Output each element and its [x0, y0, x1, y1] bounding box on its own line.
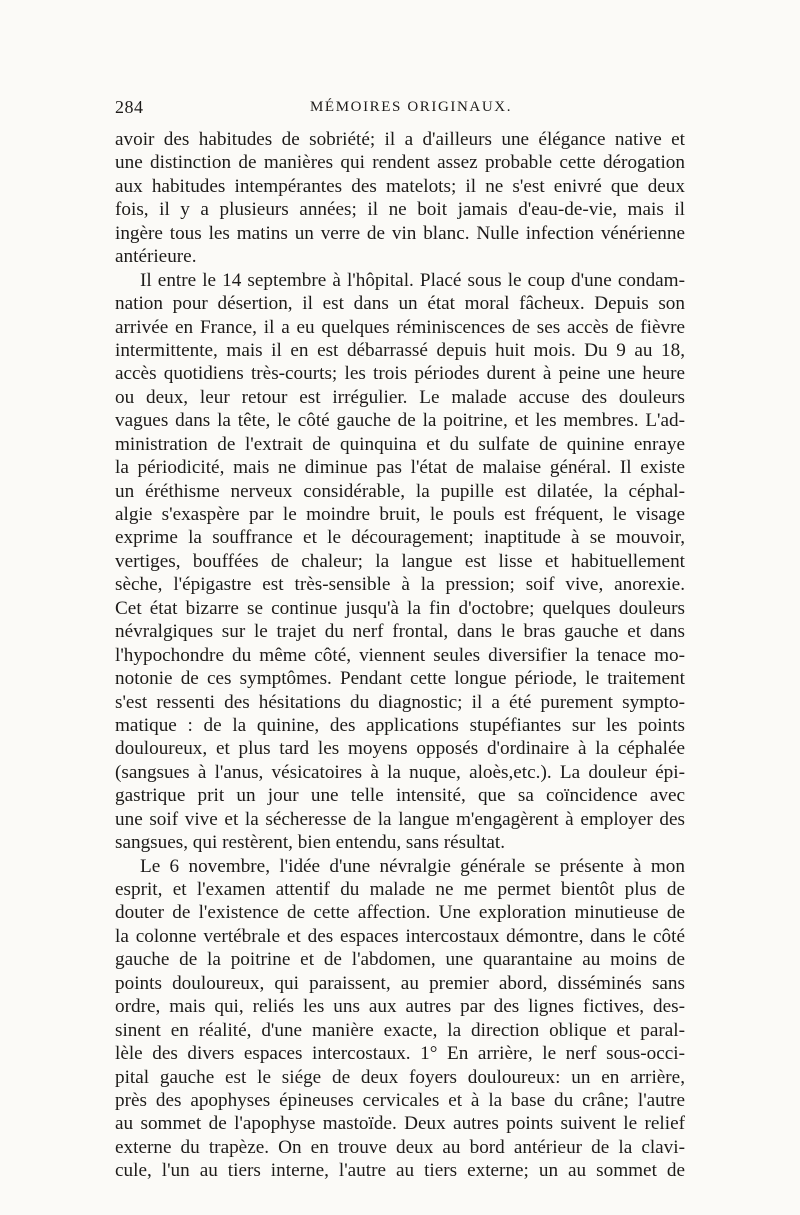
running-title: MÉMOIRES ORIGINAUX. [310, 99, 513, 115]
text-line: (sangsues à l'anus, vésicatoires à la nuque, aloès,etc.). La douleur épi- [115, 761, 685, 783]
text-line: ingère tous les matins un verre de vin blanc. Nulle infection vénérienne [115, 222, 685, 244]
text-line: douloureux, et plus tard les moyens opposés d'ordinaire à la céphalée [115, 738, 685, 760]
text-line: esprit, et l'examen attentif du malade ne me permet bientôt plus de [115, 879, 685, 900]
text-line: s'est ressenti des hésitations du diagnostic; il a été purement sympto- [115, 691, 685, 713]
text-line: points douloureux, qui paraissent, au premier abord, disséminés sans [115, 972, 685, 994]
text-line: fois, il y a plusieurs années; il ne boit jamais d'eau-de-vie, mais il [115, 199, 685, 221]
text-line: ordre, mais qui, reliés les uns aux autres par des lignes fictives, des- [115, 996, 685, 1018]
text-line: externe du trapèze. On en trouve deux au bord antérieur de la clavi- [115, 1136, 685, 1158]
text-line: sinent en réalité, d'une manière exacte, la direction oblique et paral- [115, 1019, 685, 1041]
text-line: algie s'exaspère par le moindre bruit, le pouls est fréquent, le visage [115, 504, 685, 525]
text-line: Il entre le 14 septembre à l'hôpital. Placé sous le coup d'une condam- [140, 269, 685, 291]
text-line: matique : de la quinine, des applications stupéfiantes sur les points [115, 714, 685, 736]
text-line: notonie de ces symptômes. Pendant cette longue période, le traitement [115, 668, 685, 690]
page-header [115, 97, 685, 127]
text-line: sangsues, qui restèrent, bien entendu, sans résultat. [115, 832, 506, 854]
text-line: gastrique prit un jour une telle intensité, que sa coïncidence avec [115, 785, 685, 807]
text-line: douter de l'existence de cette affection. Une exploration minutieuse de [115, 902, 685, 924]
text-line: aux habitudes intempérantes des matelots; il ne s'est enivré que deux [115, 175, 685, 197]
text-line: antérieure. [115, 246, 197, 268]
text-line: névralgiques sur le trajet du nerf frontal, dans le bras gauche et dans [115, 621, 685, 643]
body-text [115, 128, 685, 1183]
text-line: arrivée en France, il a eu quelques réminiscences de ses accès de fièvre [115, 316, 685, 338]
text-line: sèche, l'épigastre est très-sensible à la pression; soif vive, anorexie. [115, 574, 685, 596]
text-line: cule, l'un au tiers interne, l'autre au tiers externe; un au sommet de [115, 1160, 685, 1182]
text-line: intermittente, mais il en est débarrassé depuis huit mois. Du 9 au 18, [115, 339, 685, 361]
text-line: vagues dans la tête, le côté gauche de la poitrine, et les membres. L'ad- [115, 410, 685, 432]
text-line: Le 6 novembre, l'idée d'une névralgie générale se présente à mon [140, 855, 685, 877]
text-line: ou deux, leur retour est irrégulier. Le malade accuse des douleurs [115, 386, 685, 408]
text-line: exprime la souffrance et le découragement; inaptitude à se mouvoir, [115, 527, 685, 549]
text-line: pital gauche est le siége de deux foyers douloureux: un en arrière, [115, 1066, 685, 1088]
text-line: une distinction de manières qui rendent assez probable cette dérogation [115, 152, 685, 174]
text-line: au sommet de l'apophyse mastoïde. Deux autres points suivent le relief [115, 1113, 685, 1135]
text-line: près des apophyses épineuses cervicales et à la base du crâne; l'autre [115, 1089, 685, 1111]
text-line: un éréthisme nerveux considérable, la pupille est dilatée, la céphal- [115, 480, 685, 502]
text-line: lèle des divers espaces intercostaux. 1° En arrière, le nerf sous-occi- [115, 1043, 685, 1065]
text-line: une soif vive et la sécheresse de la langue m'engagèrent à employer des [115, 808, 685, 830]
text-line: la périodicité, mais ne diminue pas l'état de malaise général. Il existe [115, 457, 685, 479]
page-number: 284 [115, 97, 144, 117]
text-line: accès quotidiens très-courts; les trois périodes durent à peine une heure [115, 363, 685, 385]
text-line: Cet état bizarre se continue jusqu'à la fin d'octobre; quelques douleurs [115, 597, 685, 619]
text-line: la colonne vertébrale et des espaces intercostaux démontre, dans le côté [115, 925, 685, 947]
text-line: gauche de la poitrine et de l'abdomen, une quarantaine au moins de [115, 949, 685, 971]
text-line: avoir des habitudes de sobriété; il a d'ailleurs une élégance native et [115, 129, 685, 150]
text-line: l'hypochondre du même côté, viennent seules diversifier la tenace mo- [115, 644, 685, 666]
text-line: nation pour désertion, il est dans un état moral fâcheux. Depuis son [115, 293, 685, 315]
text-line: vertiges, bouffées de chaleur; la langue est lisse et habituellement [115, 550, 685, 572]
text-line: ministration de l'extrait de quinquina et du sulfate de quinine enraye [115, 433, 685, 455]
